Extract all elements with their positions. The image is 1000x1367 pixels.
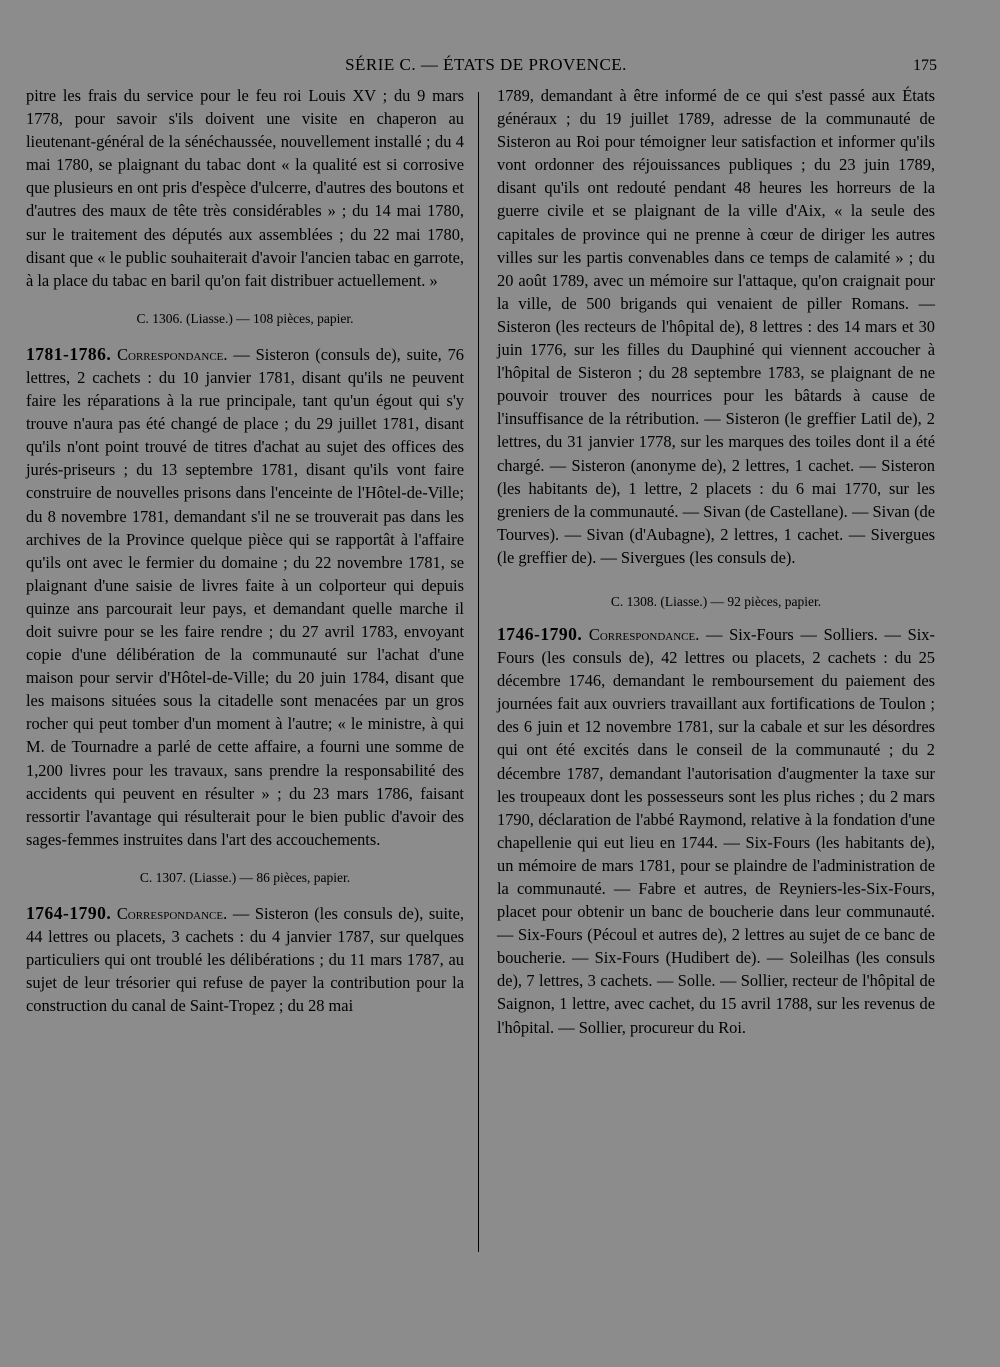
entry-heading: Correspondance. [588, 624, 700, 644]
entry-date: 1746-1790. [497, 623, 583, 644]
entry-date: 1781-1786. [26, 343, 112, 364]
continuation-paragraph: pitre les frais du service pour le feu roi Louis XV ; du 9 mars 1778, pour savoir s'ils doivent une visite en chaperon au lieutenant-général de la sénéchaussée, nouvellement installé ; du 4 mai 1780, se plaignant du tabac dont « la qualité est si corrosive que plusieurs en ont pris d'espèce d'ulcerre, d'autres des boutons et d'autres des maux de tête très considérables » ; du 14 mai 1780, sur le traitement des députés aux assemblées ; du 22 mai 1780, disant que « le public souhaiterait d'avoir l'ancien tabac en garrote, à la place du tabac en baril qu'on fait distribuer actuellement. » [26, 86, 464, 290]
entry-text: — Six-Fours — Solliers. — Six-Fours (les consuls de), 42 lettres ou placets, 2 cachets : du 25 décembre 1746, demandant le remboursement du paiement des journées fait aux ouvriers travaillant aux fortifications de Toulon ; des 6 juin et 12 novembre 1781, sur la cabale et sur les désordres qui ont été excités dans le conseil de la communauté ; du 2 décembre 1787, demandant l'autorisation d'augmenter la taxe sur les troupeaux dont les possesseurs sont les plus riches ; du 2 mars 1790, déclaration de l'abbé Raymond, relative à la fondation d'une chapellenie qui eut lieu en 1744. — Six-Fours (les habitants de), un mémoire de mars 1781, pour se plaindre de l'administration de la communauté. — Fabre et autres, de Reyniers-les-Six-Fours, placet pour obtenir un banc de boucherie dans leur communauté. — Six-Fours (Pécoul et autres de), 2 lettres au sujet de ce banc de boucherie. — Six-Fours (Hudibert de). — Soleilhas (les consuls de), 7 lettres, 3 cachets. — Solle. — Sollier, recteur de l'hôpital de Saignon, 1 lettre, avec cachet, du 15 avril 1788, sur les revenus de l'hôpital. — Sollier, procureur du Roi. [497, 624, 935, 1037]
column-divider [478, 92, 479, 1252]
archive-reference: C. 1307. (Liasse.) — 86 pièces, papier. [139, 869, 351, 885]
page-header [0, 52, 1000, 78]
entry-text: — Sisteron (consuls de), suite, 76 lettres, 2 cachets : du 10 janvier 1781, disant qu'ils ne peuvent faire les réparations à la rue principale, tant qu'un égout qui s'y trouve n'aura pas été changé de place ; du 29 juillet 1781, disant qu'ils n'ont point trouvé de titres d'achat au sujet des offices des jurés-priseurs ; du 13 septembre 1781, disant qu'ils vont faire construire de nouvelles prisons dans l'enceinte de l'Hôtel-de-Ville; du 8 novembre 1781, demandant s'il ne se trouverait pas dans les archives de la Province quelque pièce qui se rapportât à l'affaire qu'ils ont avec le fermier du domaine ; du 22 novembre 1781, se plaignant d'une saisie de livres faite à un colporteur qui depuis quinze ans parcourait leur pays, et demandant quelle marche il doit suivre pour se les faire rendre ; du 27 avril 1783, envoyant copie d'une délibération de la communauté sur l'achat d'une maison pour servir d'Hôtel-de-Ville; du 20 juin 1784, disant que les maisons situées sous la citadelle sont menacées par un gros rocher qui peut tomber d'un moment à l'autre; « le ministre, à qui M. de Tournadre a parlé de cette affaire, a fourni une somme de 1,200 livres pour les travaux, sans prendre la responsabilité des accidents qui peuvent en résulter » ; du 23 mars 1786, faisant ressortir l'avantage qui résulterait pour le bien public d'avoir des sages-femmes instruites dans l'art des accouchements. [26, 344, 464, 849]
entry-text: — Sisteron (les consuls de), suite, 44 lettres ou placets, 3 cachets : du 4 janvier 1787, sur quelques particuliers qui ont troublé les délibérations ; du 11 mars 1787, au sujet de leur trésorier qui refuse de payer la contribution pour la construction du canal de Saint-Tropez ; du 28 mai [26, 903, 464, 1016]
entry-heading: Correspondance. [116, 903, 228, 923]
archive-reference: C. 1306. (Liasse.) — 108 pièces, papier. [136, 310, 354, 326]
page-number: 175 [913, 57, 937, 74]
continuation-paragraph: 1789, demandant à être informé de ce qui s'est passé aux États généraux ; du 19 juillet 1789, adresse de la communauté de Sisteron au Roi pour témoigner leur satisfaction et informer qu'ils vont ordonner des réjouissances publiques ; du 23 juin 1789, disant qu'ils ont redouté pendant 48 heures les horreurs de la guerre civile et se plaignant de la ville d'Aix, « la seule des capitales de province qui ne prenne à cœur de diriger les autres villes sur les partis convenables dans ce temps de calamité » ; du 20 août 1789, avec un mémoire sur l'attaque, qu'on craignait pour la ville, de 500 brigands qui venaient de piller Romans. — Sisteron (les recteurs de l'hôpital de), 8 lettres : des 14 mars et 30 juin 1776, sur les filles du Dauphiné qui viennent accoucher à l'hôpital de Sisteron ; du 28 septembre 1783, se plaignant de ne pouvoir trouver des nourrices pour les bâtards à cause de l'insuffisance de la rétribution. — Sisteron (le greffier Latil de), 2 lettres, du 31 janvier 1778, sur les marques des toiles dont il a été chargé. — Sisteron (anonyme de), 2 lettres, 1 cachet. — Sisteron (les habitants de), 1 lettre, 2 placets : du 6 mai 1770, sur les greniers de la communauté. — Sivan (de Castellane). — Sivan (de Tourves). — Sivan (d'Aubagne), 2 lettres, 1 cachet. — Sivergues (le greffier de). — Sivergues (les consuls de). [497, 86, 935, 567]
right-column [497, 84, 935, 1039]
running-title: SÉRIE C. — ÉTATS DE PROVENCE. [345, 55, 627, 74]
archive-reference: C. 1308. (Liasse.) — 92 pièces, papier. [610, 593, 822, 609]
entry-heading: Correspondance. [117, 344, 228, 364]
entry-paragraph [497, 623, 935, 1039]
entry-date: 1764-1790. [26, 902, 112, 923]
entry-paragraph [26, 343, 464, 851]
entry-paragraph [26, 902, 464, 1017]
left-column [26, 84, 464, 1017]
